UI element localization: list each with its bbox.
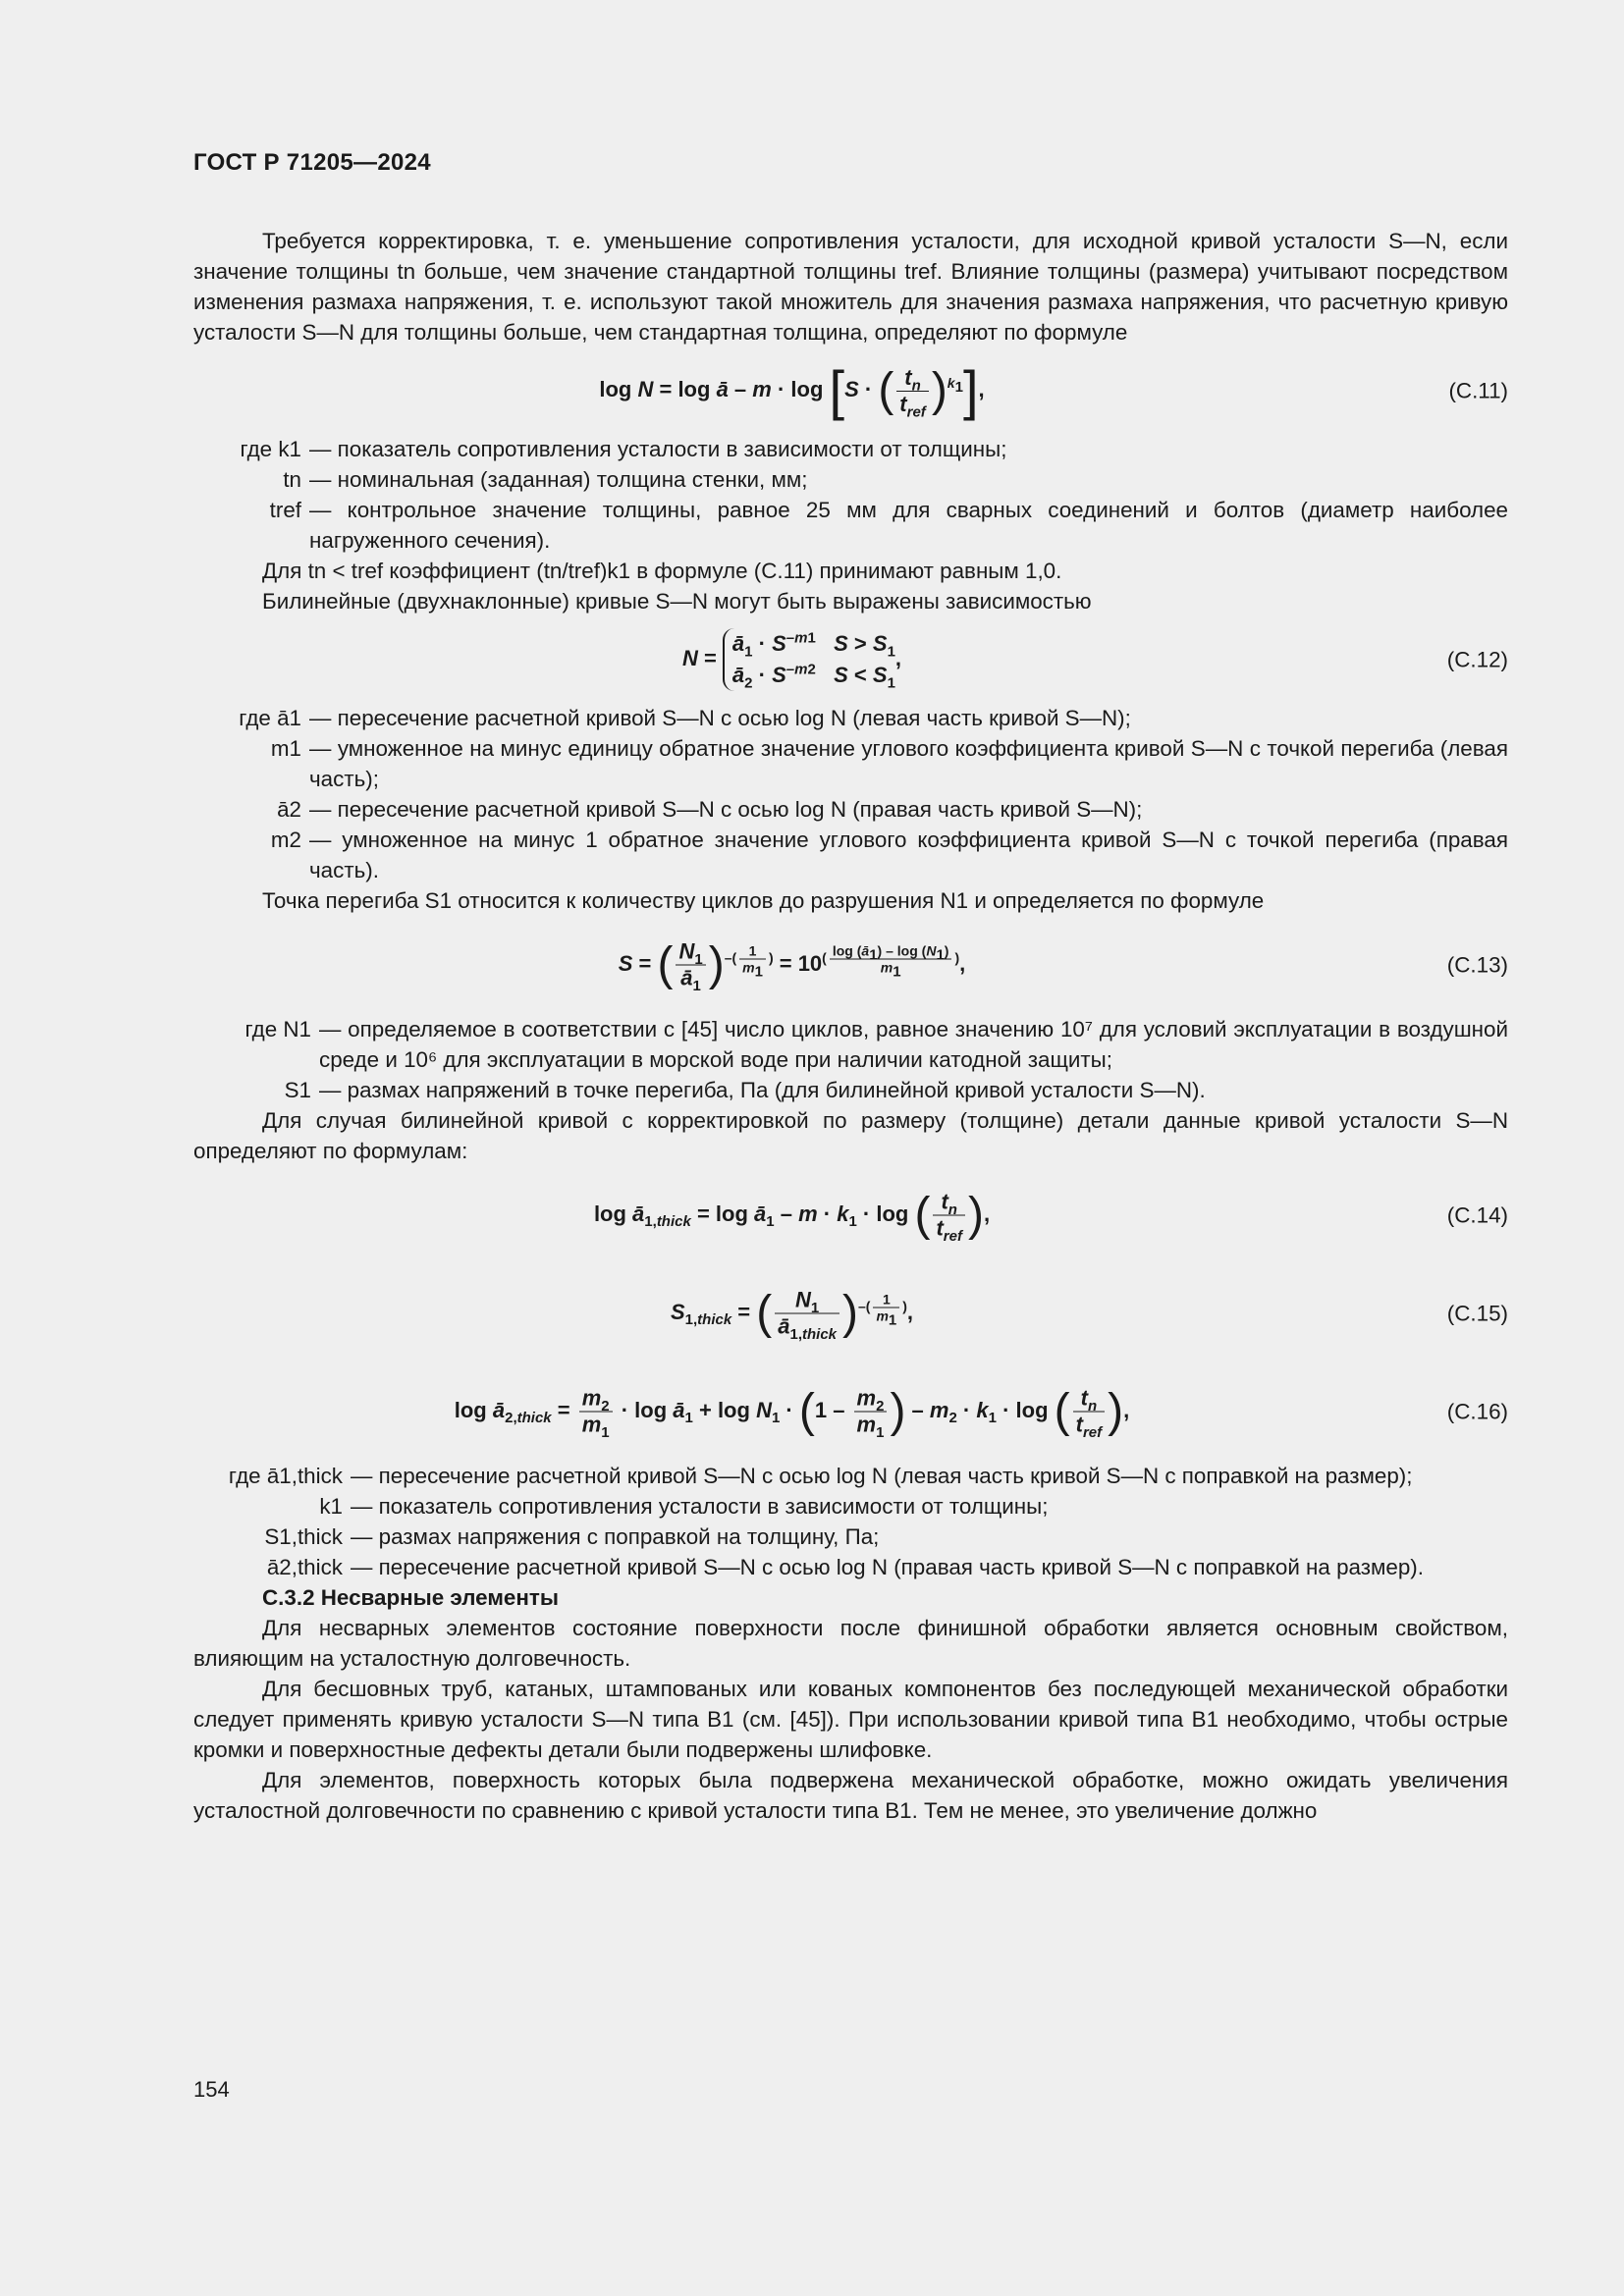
formula-c14 [193,1166,1508,1264]
equation-number-c11: (С.11) [1448,378,1508,403]
document-body [193,226,1508,1826]
definition-item: где N1 — определяемое в соответствии с [45] число циклов, равное значению 10⁷ для условий эксплуатации в воздушной среде и 10⁶ для эксплуатации в морской воде при наличии катодной защиты; [244,1017,1508,1072]
definition-item: S1 — размах напряжений в точке перегиба, Па (для билинейной кривой усталости S—N). [284,1078,1206,1102]
paragraph-6: Для несварных элементов состояние поверхности после финишной обработки является основным свойством, влияющим на усталостную долговечность. [193,1616,1508,1671]
formula-c12 [193,616,1508,703]
paragraph-8: Для элементов, поверхность которых была подвержена механической обработке, можно ожидать увеличения усталостной долговечности по сравнению с кривой усталости типа В1. Тем не менее, это увеличение должно [193,1768,1508,1823]
definition-item: k1 — показатель сопротивления усталости в зависимости от толщины; [319,1494,1049,1519]
definitions-4 [193,1461,1508,1582]
equation-number-c12: (С.12) [1446,647,1508,672]
definition-item: где k1 — показатель сопротивления усталости в зависимости от толщины; [240,437,1007,461]
paragraph-7: Для бесшовных труб, катаных, штампованых или кованых компонентов без последующей механической обработки следует применять кривую усталости S—N типа В1 (см. [45]). При использовании кривой типа В1 необходимо, чтобы острые кромки и поверхностные дефекты детали были подвержены шлифовке. [193,1677,1508,1762]
formula-c13 [193,916,1508,1014]
paragraph-1: Требуется корректировка, т. е. уменьшение сопротивления усталости, для исходной кривой усталости S—N, если значение толщины tn больше, чем значение стандартной толщины tref. Влияние толщины (размера) учитывают посредством изменения размаха напряжения, т. е. используют такой множитель для значения размаха напряжения, что расчетную кривую усталости S—N для толщины больше, чем стандартная толщина, определяют по формуле [193,229,1508,345]
definition-item: ā2 — пересечение расчетной кривой S—N с осью log N (правая часть кривой S—N); [277,797,1143,822]
formula-c11 [193,347,1508,434]
equation-number-c13: (С.13) [1446,952,1508,978]
definitions-1 [193,434,1508,556]
paragraph-4: Точка перегиба S1 относится к количеству циклов до разрушения N1 и определяется по формуле [262,888,1265,913]
definitions-3 [193,1014,1508,1105]
formula-c15 [193,1264,1508,1362]
paragraph-3: Билинейные (двухнаклонные) кривые S—N могут быть выражены зависимостью [262,589,1092,614]
formula-c13-expression: S = ( $\frac{N_1}{ā_1}$ )–( $\frac{1}{m_1}$ ) = 10( $\frac{\log (ā_1) - \log (N_1)}{m_1}$ ), [618,938,966,994]
equation-number-c15: (С.15) [1446,1301,1508,1326]
document-header: ГОСТ Р 71205—2024 [193,149,431,176]
definition-item: S1,thick — размах напряжения с поправкой на толщину, Па; [264,1524,880,1549]
definition-item: где ā1,thick — пересечение расчетной кривой S—N с осью log N (левая часть кривой S—N с поправкой на размер); [228,1464,1413,1488]
formula-c16-expression: $\log ā_{2,thick}$ = $\frac{m_2}{m_1}$ · $\log ā_1 + \log N_1 \cdot (1$ – $\frac{m_2}{m_1}$ ) – $m_2 \cdot k_1 \cdot \log$ ( $\frac{t_n}{t_{ref}}$ ), [454,1385,1130,1441]
definition-item: tref — контрольное значение толщины, равное 25 мм для сварных соединений и болтов (диаметр наиболее нагруженного сечения). [269,498,1508,553]
definitions-2 [193,703,1508,885]
formula-c16 [193,1362,1508,1461]
formula-c14-expression: $\log ā_{1,thick} = \log$ $ā_1 - m \cdot k_1 \cdot \log$ ( $\frac{t_n}{t_{ref}}$ ), [593,1189,991,1245]
formula-c12-expression: $N = ā_1 \cdot S^{-m1}$ $S > S_1$ $ā_2 \cdot S^{-m2}$ $S < S_1$, [681,629,902,692]
formula-c11-expression: log N = log ā – m · log [S · ( $\frac{t_n}{t_{ref}}$ )$k_1$], [599,359,985,421]
definition-item: m1 — умноженное на минус единицу обратное значение углового коэффициента кривой S—N с точкой перегиба (левая часть); [270,736,1508,791]
equation-number-c14: (С.14) [1446,1202,1508,1228]
definition-item: ā2,thick — пересечение расчетной кривой S—N с осью log N (правая часть кривой S—N с поправкой на размер). [266,1555,1424,1579]
paragraph-2: Для tn < tref коэффициент (tn/tref)k1 в формуле (С.11) принимают равным 1,0. [262,559,1062,583]
definition-item: tn — номинальная (заданная) толщина стенки, мм; [283,467,808,492]
formula-c15-expression: $S_{1,thick}$ = ( $\frac{N_1}{ā_{1,thick}}$ )–( $\frac{1}{m_1}$ ), [670,1287,914,1343]
section-heading: С.3.2 Несварные элементы [262,1585,559,1610]
page-number: 154 [193,2077,230,2102]
equation-number-c16: (С.16) [1446,1399,1508,1424]
definition-item: где ā1 — пересечение расчетной кривой S—N с осью log N (левая часть кривой S—N); [239,706,1131,730]
paragraph-5: Для случая билинейной кривой с корректировкой по размеру (толщине) детали данные кривой усталости S—N определяют по формулам: [193,1108,1508,1163]
definition-item: m2 — умноженное на минус 1 обратное значение углового коэффициента кривой S—N с точкой перегиба (правая часть). [270,828,1508,882]
